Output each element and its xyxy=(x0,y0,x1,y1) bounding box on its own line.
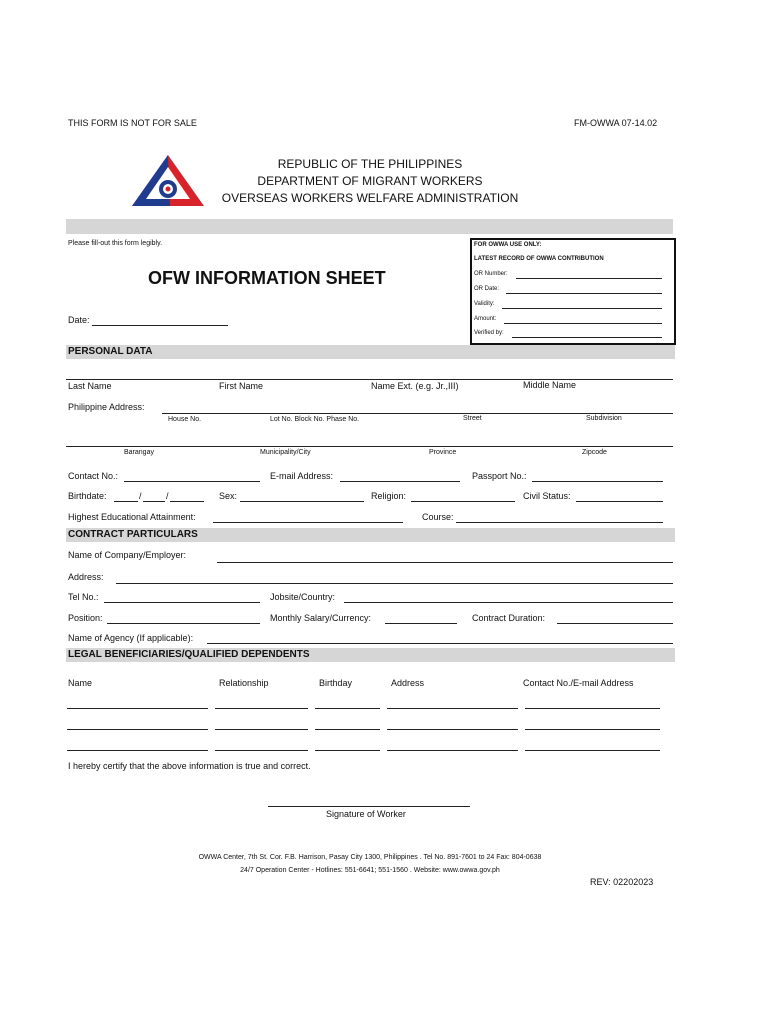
agency-label: Name of Agency (If applicable): xyxy=(68,633,194,643)
contract-address-field[interactable] xyxy=(116,572,673,584)
province-label: Province xyxy=(429,449,457,456)
agency-line-1: REPUBLIC OF THE PHILIPPINES xyxy=(277,157,463,171)
salary-field[interactable] xyxy=(385,612,457,624)
company-field[interactable] xyxy=(217,551,673,563)
subdivision-label: Subdivision xyxy=(586,415,622,422)
col-address-header: Address xyxy=(391,678,425,688)
footer-hotlines: 24/7 Operation Center - Hotlines: 551-6641; 551-1560 . Website: www.owwa.gov.ph xyxy=(240,867,500,874)
position-label: Position: xyxy=(68,613,103,623)
or-number-label: OR Number: xyxy=(474,271,508,277)
beneficiary-address-field[interactable] xyxy=(387,739,518,751)
company-label: Name of Company/Employer: xyxy=(68,550,187,560)
jobsite-label: Jobsite/Country: xyxy=(270,592,336,602)
barangay-label: Barangay xyxy=(124,449,154,456)
amount-line[interactable] xyxy=(504,323,662,324)
verified-by-line[interactable] xyxy=(512,337,662,338)
owwa-use-heading: FOR OWWA USE ONLY: xyxy=(474,242,542,248)
agency-line-3: OVERSEAS WORKERS WELFARE ADMINISTRATION xyxy=(221,191,519,205)
signature-line[interactable] xyxy=(268,806,470,807)
passport-field[interactable] xyxy=(532,470,663,482)
position-field[interactable] xyxy=(107,612,260,624)
email-field[interactable] xyxy=(340,470,460,482)
name-ext-label: Name Ext. (e.g. Jr.,III) xyxy=(371,381,459,391)
footer-address: OWWA Center, 7th St. Cor. F.B. Harrison, Pasay City 1300, Philippines . Tel No. 891-7601 to 24 Fax: 804-0638 xyxy=(198,854,542,861)
contact-label: Contact No.: xyxy=(68,471,119,481)
street-label: Street xyxy=(463,415,482,422)
beneficiary-birthday-field[interactable] xyxy=(315,718,380,730)
contact-field[interactable] xyxy=(124,470,260,482)
contract-address-label: Address: xyxy=(68,572,104,582)
or-number-line[interactable] xyxy=(516,278,662,279)
address-line-2[interactable] xyxy=(66,446,673,447)
lot-block-label: Lot No. Block No. Phase No. xyxy=(270,416,360,423)
email-label: E-mail Address: xyxy=(270,471,334,481)
beneficiary-address-field[interactable] xyxy=(387,697,518,709)
birthdate-separator-2: / xyxy=(166,491,169,501)
zipcode-label: Zipcode xyxy=(582,449,607,456)
header-divider-bar xyxy=(66,219,673,234)
certification-statement: I hereby certify that the above information is true and correct. xyxy=(68,761,311,771)
beneficiary-relationship-field[interactable] xyxy=(215,718,308,730)
date-label: Date: xyxy=(68,315,90,325)
beneficiary-contact-field[interactable] xyxy=(525,739,660,751)
birth-year-field[interactable] xyxy=(170,490,204,502)
amount-label: Amount: xyxy=(474,316,497,322)
section-beneficiaries: LEGAL BENEFICIARIES/QUALIFIED DEPENDENTS xyxy=(66,648,675,662)
beneficiary-address-field[interactable] xyxy=(387,718,518,730)
first-name-label: First Name xyxy=(219,381,264,391)
col-name-header: Name xyxy=(68,678,93,688)
tel-label: Tel No.: xyxy=(68,592,99,602)
beneficiary-relationship-field[interactable] xyxy=(215,739,308,751)
address-line-1[interactable] xyxy=(162,413,673,414)
sex-label: Sex: xyxy=(219,491,238,501)
signature-label: Signature of Worker xyxy=(326,809,406,819)
house-no-label: House No. xyxy=(168,416,202,423)
not-for-sale-notice: THIS FORM IS NOT FOR SALE xyxy=(68,118,197,128)
philippine-address-label: Philippine Address: xyxy=(68,402,145,412)
municipality-label: Municipality/City xyxy=(260,449,311,456)
jobsite-field[interactable] xyxy=(344,591,673,603)
agency-line-2: DEPARTMENT OF MIGRANT WORKERS xyxy=(257,174,483,188)
religion-field[interactable] xyxy=(411,490,515,502)
civil-status-field[interactable] xyxy=(576,490,663,502)
col-contact-header: Contact No./E-mail Address xyxy=(523,678,634,688)
beneficiary-name-field[interactable] xyxy=(67,697,208,709)
middle-name-label: Middle Name xyxy=(523,380,577,390)
beneficiary-name-field[interactable] xyxy=(67,739,208,751)
beneficiary-contact-field[interactable] xyxy=(525,697,660,709)
last-name-label: Last Name xyxy=(68,381,112,391)
section-contract-particulars: CONTRACT PARTICULARS xyxy=(66,528,675,542)
salary-label: Monthly Salary/Currency: xyxy=(270,613,372,623)
course-field[interactable] xyxy=(456,511,663,523)
education-label: Highest Educational Attainment: xyxy=(68,512,196,522)
passport-label: Passport No.: xyxy=(472,471,527,481)
validity-line[interactable] xyxy=(502,308,662,309)
birth-month-field[interactable] xyxy=(114,490,138,502)
birthdate-separator-1: / xyxy=(139,491,142,501)
owwa-use-subheading: LATEST RECORD OF OWWA CONTRIBUTION xyxy=(474,256,604,262)
beneficiary-name-field[interactable] xyxy=(67,718,208,730)
beneficiary-relationship-field[interactable] xyxy=(215,697,308,709)
form-code: FM-OWWA 07-14.02 xyxy=(574,118,658,128)
religion-label: Religion: xyxy=(371,491,407,501)
duration-label: Contract Duration: xyxy=(472,613,546,623)
date-field[interactable] xyxy=(92,314,228,326)
agency-field[interactable] xyxy=(207,632,673,644)
birthdate-label: Birthdate: xyxy=(68,491,107,501)
sex-field[interactable] xyxy=(240,490,364,502)
footer xyxy=(0,851,740,877)
education-field[interactable] xyxy=(213,511,403,523)
name-line[interactable] xyxy=(66,379,673,380)
civil-status-label: Civil Status: xyxy=(523,491,571,501)
col-birthday-header: Birthday xyxy=(319,678,353,688)
beneficiary-birthday-field[interactable] xyxy=(315,739,380,751)
owwa-use-only-box xyxy=(470,238,676,345)
validity-label: Validity: xyxy=(474,301,495,307)
course-label: Course: xyxy=(422,512,454,522)
section-personal-data: PERSONAL DATA xyxy=(66,345,675,359)
verified-by-label: Verified by: xyxy=(474,330,504,336)
or-date-label: OR Date: xyxy=(474,286,500,292)
instructions: Please fill-out this form legibly. xyxy=(68,240,163,247)
page-title: OFW INFORMATION SHEET xyxy=(148,268,386,288)
duration-field[interactable] xyxy=(557,612,673,624)
agency-header xyxy=(0,156,740,207)
revision-code: REV: 02202023 xyxy=(590,877,654,887)
col-relationship-header: Relationship xyxy=(219,678,269,688)
birth-day-field[interactable] xyxy=(143,490,165,502)
or-date-line[interactable] xyxy=(506,293,662,294)
beneficiary-contact-field[interactable] xyxy=(525,718,660,730)
beneficiary-birthday-field[interactable] xyxy=(315,697,380,709)
tel-field[interactable] xyxy=(104,591,260,603)
